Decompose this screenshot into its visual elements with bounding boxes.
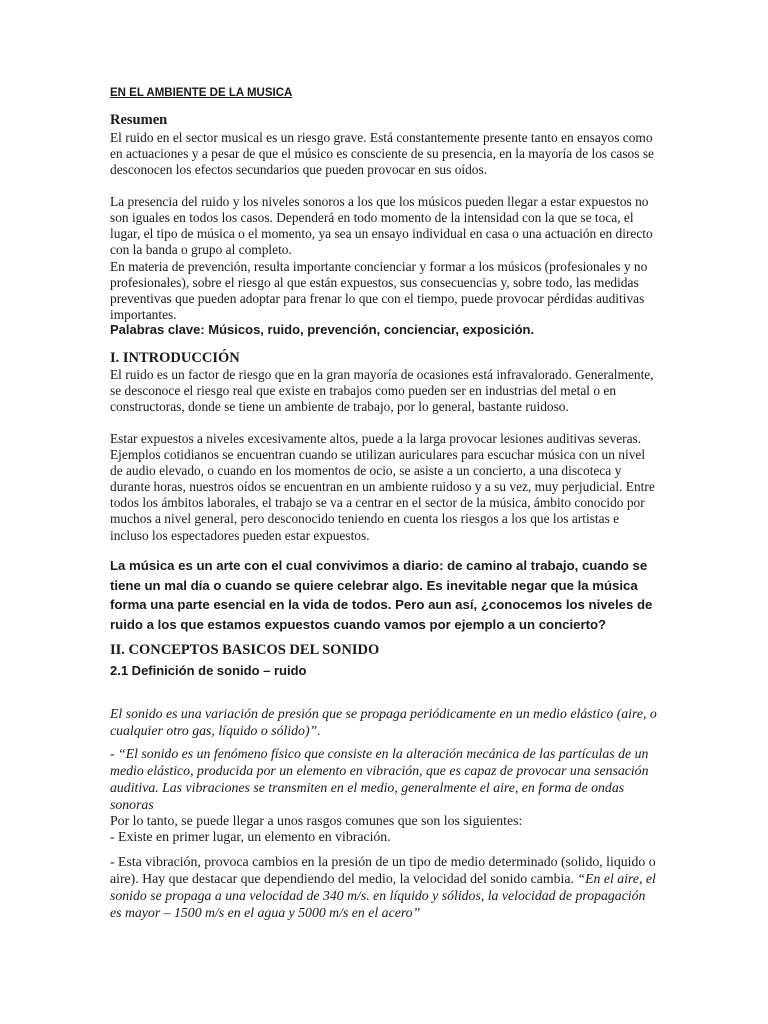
definition-2: - “El sonido es un fenómeno físico que consiste en la alteración mecánica de las partículas de un medio elástico, producida por un elemento en vibración, que es capaz de provocar una sensación auditiva. Las vibraciones se transmiten en el medio, generalmente el aire, en forma de ondas sonoras — [110, 746, 649, 812]
intro-paragraph-1: El ruido es un factor de riesgo que en la gran mayoría de ocasiones está infravalorado. Generalmente, se desconoce el riesgo real que existe en trabajos como pueden ser en industrias del metal o en constructoras, donde se tiene un ambiente de trabajo, por lo general, bastante ruidoso. — [110, 367, 654, 415]
concepts-paragraph-3-normal: - Esta vibración, provoca cambios en la presión de un tipo de medio determinado (solido, liquido o aire). Hay que destacar que dependiendo del medio, la velocidad del sonido cambia. — [110, 854, 656, 886]
concepts-heading: II. CONCEPTOS BASICOS DEL SONIDO — [110, 642, 380, 658]
resumen-paragraph-1: El ruido en el sector musical es un riesgo grave. Está constantemente presente tanto en ensayos como en actuaciones y a pesar de que el músico es consciente de su presencia, en la mayoría de los casos se desconocen los efectos secundarios que pueden provocar en sus oídos. — [110, 130, 654, 178]
concepts-paragraph-3-quote: “En el aire, el sonido se propaga a una velocidad de 340 m/s. en líquido y sólidos, la velocidad de propagación es mayor – 1500 m/s en el agua y 5000 m/s en el acero” — [110, 871, 656, 920]
concepts-paragraph-2: - Existe en primer lugar, un elemento en vibración. — [110, 829, 391, 844]
resumen-paragraph-2: La presencia del ruido y los niveles sonoros a los que los músicos pueden llegar a estar expuestos no son iguales en todos los casos. Dependerá en todo momento de la intensidad con la que se toca, el lugar, el tipo de música o el momento, ya sea un ensayo individual en casa o una actuación en directo con la banda o grupo al completo. — [110, 194, 653, 258]
concepts-paragraph-1: Por lo tanto, se puede llegar a unos rasgos comunes que son los siguientes: — [110, 813, 523, 828]
intro-heading: I. INTRODUCCIÓN — [110, 350, 240, 366]
concepts-paragraph-3 — [110, 853, 660, 921]
intro-bold-paragraph: La música es un arte con el cual convivimos a diario: de camino al trabajo, cuando se tiene un mal día o cuando se quiere celebrar algo. Es inevitable negar que la música forma una parte esencial en la vida de todos. Pero aun así, ¿conocemos los niveles de ruido a los que estamos expuestos cuando vamos por ejemplo a un concierto? — [110, 558, 653, 632]
intro-paragraph-2: Estar expuestos a niveles excesivamente altos, puede a la larga provocar lesiones auditivas severas. Ejemplos cotidianos se encuentran cuando se utilizan auriculares para escuchar música con un nivel de audio elevado, o cuando en los momentos de ocio, se asiste a un concierto, a una discoteca y durante horas, nuestros oídos se encuentran en un ambiente ruidoso y a su vez, muy perjudicial. Entre todos los ámbitos laborales, el trabajo se va a centrar en el sector de la música, ámbito conocido por muchos a nivel general, pero desconocido teniendo en cuenta los riesgos a los que los artistas e incluso los espectadores pueden estar expuestos. — [110, 431, 655, 543]
concepts-subheading: 2.1 Definición de sonido – ruido — [110, 663, 307, 678]
definition-1: El sonido es una variación de presión que se propaga periódicamente en un medio elástico (aire, o cualquier otro gas, líquido o sólido)”. — [110, 706, 657, 738]
resumen-heading: Resumen — [110, 112, 168, 128]
document-title: EN EL AMBIENTE DE LA MUSICA — [110, 87, 293, 99]
resumen-paragraph-3: En materia de prevención, resulta importante concienciar y formar a los músicos (profesionales y no profesionales), sobre el riesgo al que están expuestos, sus consecuencias y, sobre todo, las medidas preventivas que pueden adoptar para frenar lo que con el tiempo, puede provocar pérdidas auditivas importantes. — [110, 259, 648, 323]
keywords: Palabras clave: Músicos, ruido, prevención, concienciar, exposición. — [110, 322, 535, 337]
